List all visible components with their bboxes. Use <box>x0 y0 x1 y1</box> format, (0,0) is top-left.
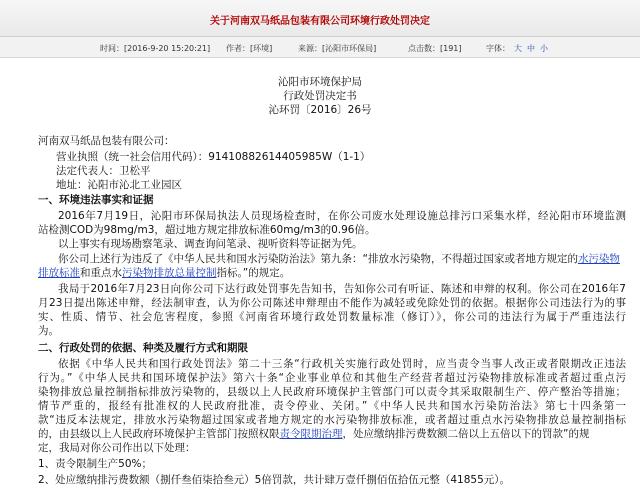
agency-name: 沁阳市环境保护局 <box>278 76 362 88</box>
paragraph-line: 定，我局对你公司作出以下处理： <box>38 442 196 454</box>
text-fragment: ，处应缴纳排污费数额二倍以上五倍以下的罚款”的规 <box>342 428 590 440</box>
section-heading-2: 二、行政处罚的依据、种类及履行方式和期限 <box>38 342 248 354</box>
source: 来源：[沁阳市环保局] <box>298 44 377 53</box>
text-fragment: 的，由县级以上人民政府环境保护主管部门按照权限 <box>38 428 280 440</box>
click-count: 点击数：[191] <box>408 44 462 53</box>
decision-title: 行政处罚决定书 <box>283 90 357 102</box>
document-number: 沁环罚〔2016〕26号 <box>268 104 372 116</box>
paragraph-line <box>58 252 640 266</box>
font-large-link[interactable]: 大 <box>514 44 522 53</box>
paragraph-line: 以上事实有现场勘察笔录、调查询问笔录、视听资料等证据为凭。 <box>58 238 363 250</box>
paragraph-line: 实、性质、情节、社会危害程度，参照《河南省环境行政处罚数量标准（修订）》，你公司的违法行为属于严重违法行 <box>38 311 626 323</box>
paragraph-line <box>38 266 638 280</box>
publish-time: 时间：[2016-9-20 15:20:21] <box>100 44 211 53</box>
paragraph-line: 站检测COD为98mg/m3，超过地方规定排放标准60mg/m3的0.96倍。 <box>38 224 376 236</box>
document-body <box>0 58 640 498</box>
page-title: 关于河南双马纸品包装有限公司环境行政处罚决定 <box>210 16 430 27</box>
emission-standard-link[interactable]: 排放标准 <box>38 267 80 279</box>
business-license: 营业执照（统一社会信用代码）：91410882614405985W（1-1） <box>56 151 371 163</box>
title-bar <box>0 0 640 37</box>
text-fragment: 指标。”的规定。 <box>216 267 291 279</box>
paragraph-line: 款“违反本法规定，排放水污染物超过国家或者地方规定的水污染物排放标准，或者超过重点水污染物排放总量控制指标 <box>38 414 626 426</box>
text-fragment: 和重点水 <box>80 267 122 279</box>
section-heading-1: 一、环境违法事实和证据 <box>38 194 154 206</box>
total-emission-control-link[interactable]: 污染物排放总量控制 <box>122 267 217 279</box>
paragraph-line: 2016年7月19日，沁阳市环保局执法人员现场检查时，在你公司废水处理设施总排污口采集水样，经沁阳市环境监测 <box>58 210 626 222</box>
paragraph-line: 为。 <box>38 325 59 337</box>
penalty-item-2: 2、处应缴纳排污费数额（捌仟叁佰柒拾叁元）5倍罚款，共计肆万壹仟捌佰伍拾伍元整（41855元）。 <box>38 474 511 486</box>
text-fragment: 你公司上述行为违反了《中华人民共和国水污染防治法》第九条：“排放水污染物，不得超过国家或者地方规定的 <box>58 253 578 265</box>
penalty-item-1: 1、责令限制生产50%； <box>38 458 153 470</box>
deadline-treatment-link[interactable]: 责令限期治理 <box>279 428 343 440</box>
paragraph-line: 行为。”《中华人民共和国环境保护法》第六十条“企业事业单位和其他生产经营者超过污染物排放标准或者超过重点污 <box>38 372 626 384</box>
article-meta-bar <box>0 37 640 58</box>
paragraph-line: 月23日提出陈述申辩，经法制审查，认为你公司陈述申辩理由不能作为减轻或免除处罚的依据。根据你公司违法行为的事 <box>38 297 626 309</box>
font-small-link[interactable]: 小 <box>540 44 548 53</box>
legal-representative: 法定代表人：卫松平 <box>56 165 151 177</box>
paragraph-line: 情节严重的，报经有批准权的人民政府批准，责令停业、关闭。”《中华人民共和国水污染防治法》第七十四条第一 <box>38 400 626 412</box>
paragraph-line: 染物排放总量控制指标排放污染物的，县级以上人民政府环境保护主管部门可以责令其采取限制生产、停产整治等措施； <box>38 386 626 398</box>
paragraph-line <box>38 427 638 441</box>
font-size-label: 字体： <box>486 44 510 53</box>
font-medium-link[interactable]: 中 <box>527 44 535 53</box>
paragraph-line: 我局于2016年7月23日向你公司下达行政处罚事先告知书，告知你公司有听证、陈述和申辩的权利。你公司在2016年7 <box>58 283 626 295</box>
author: 作者：[环境] <box>226 44 273 53</box>
paragraph-line: 依据《中华人民共和国行政处罚法》第二十三条“行政机关实施行政处罚时，应当责令当事人改正或者限期改正违法 <box>58 358 626 370</box>
company-name: 河南双马纸品包装有限公司： <box>38 135 175 147</box>
water-pollutant-link[interactable]: 水污染物 <box>577 253 620 265</box>
company-address: 地址：沁阳市沁北工业园区 <box>56 179 182 191</box>
